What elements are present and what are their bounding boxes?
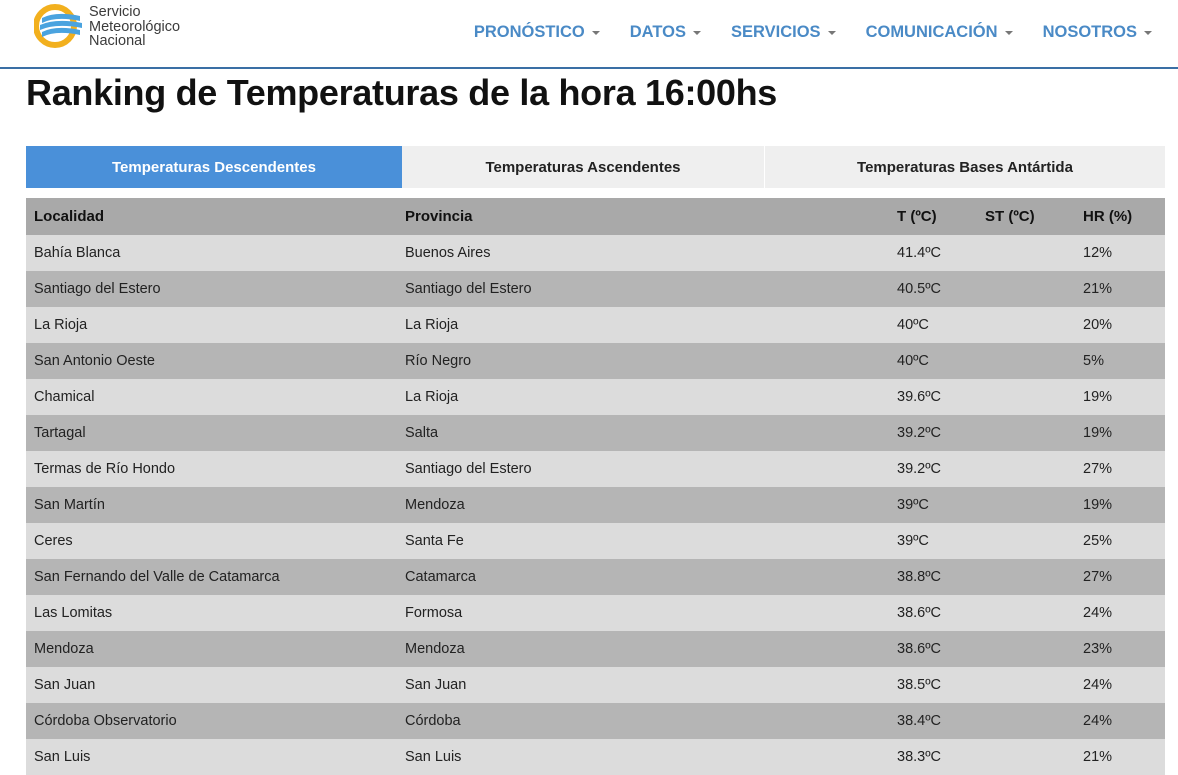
cell-provincia: La Rioja [397,307,889,343]
chevron-down-icon [1005,31,1013,35]
ranking-table [26,198,1165,775]
cell-localidad: La Rioja [26,307,397,343]
nav-datos[interactable] [630,20,701,44]
cell-humedad: 20% [1075,307,1165,343]
cell-localidad: San Martín [26,487,397,523]
cell-localidad: Bahía Blanca [26,235,397,271]
cell-localidad: Termas de Río Hondo [26,451,397,487]
chevron-down-icon [592,31,600,35]
nav-label: PRONÓSTICO [473,22,585,41]
chevron-down-icon [1144,31,1152,35]
main-nav [444,20,1152,44]
table-row [26,451,1165,487]
table-row [26,235,1165,271]
cell-provincia: San Luis [397,739,889,775]
cell-temperatura: 40ºC [889,343,977,379]
cell-temperatura: 38.3ºC [889,739,977,775]
nav-servicios[interactable] [731,20,836,44]
cell-temperatura: 39.2ºC [889,451,977,487]
table-row [26,595,1165,631]
cell-sensacion-termica [977,595,1075,631]
cell-sensacion-termica [977,559,1075,595]
tab-temperaturas-descendentes[interactable]: Temperaturas Descendentes [26,146,402,188]
cell-temperatura: 39.6ºC [889,379,977,415]
column-header-provincia: Provincia [397,198,889,235]
cell-temperatura: 39ºC [889,487,977,523]
table-row [26,739,1165,775]
cell-provincia: San Juan [397,667,889,703]
tab-temperaturas-antartida[interactable]: Temperaturas Bases Antártida [765,146,1165,188]
cell-sensacion-termica [977,307,1075,343]
table-header-row [26,198,1165,235]
column-header-temperatura: T (ºC) [889,198,977,235]
cell-humedad: 24% [1075,595,1165,631]
cell-humedad: 27% [1075,451,1165,487]
cell-temperatura: 39.2ºC [889,415,977,451]
cell-humedad: 21% [1075,271,1165,307]
cell-humedad: 19% [1075,487,1165,523]
smn-logo-icon [34,3,84,49]
cell-sensacion-termica [977,523,1075,559]
cell-provincia: Salta [397,415,889,451]
cell-provincia: Buenos Aires [397,235,889,271]
cell-sensacion-termica [977,667,1075,703]
cell-localidad: Tartagal [26,415,397,451]
tab-temperaturas-ascendentes[interactable]: Temperaturas Ascendentes [402,146,765,188]
page-title: Ranking de Temperaturas de la hora 16:00hs [26,72,777,113]
cell-localidad: Las Lomitas [26,595,397,631]
table-row [26,271,1165,307]
cell-sensacion-termica [977,415,1075,451]
cell-humedad: 25% [1075,523,1165,559]
cell-provincia: Córdoba [397,703,889,739]
cell-provincia: Mendoza [397,487,889,523]
cell-sensacion-termica [977,487,1075,523]
cell-sensacion-termica [977,271,1075,307]
cell-localidad: San Fernando del Valle de Catamarca [26,559,397,595]
ranking-tabs [26,146,1165,188]
cell-sensacion-termica [977,451,1075,487]
cell-sensacion-termica [977,235,1075,271]
cell-provincia: La Rioja [397,379,889,415]
cell-provincia: Santiago del Estero [397,451,889,487]
nav-comunicacion[interactable] [866,20,1013,44]
table-row [26,307,1165,343]
cell-temperatura: 38.4ºC [889,703,977,739]
chevron-down-icon [693,31,701,35]
cell-provincia: Santiago del Estero [397,271,889,307]
cell-sensacion-termica [977,739,1075,775]
logo-line: Nacional [89,33,146,49]
table-row [26,703,1165,739]
cell-sensacion-termica [977,379,1075,415]
cell-temperatura: 38.6ºC [889,595,977,631]
table-row [26,667,1165,703]
site-header [0,0,1178,69]
table-row [26,343,1165,379]
cell-localidad: Chamical [26,379,397,415]
cell-provincia: Río Negro [397,343,889,379]
cell-localidad: Ceres [26,523,397,559]
cell-localidad: Mendoza [26,631,397,667]
column-header-sensacion-termica: ST (ºC) [977,198,1075,235]
logo-text [89,5,180,49]
cell-humedad: 27% [1075,559,1165,595]
cell-humedad: 21% [1075,739,1165,775]
table-row [26,379,1165,415]
table-row [26,523,1165,559]
nav-pronostico[interactable] [474,20,600,44]
cell-provincia: Formosa [397,595,889,631]
table-row [26,487,1165,523]
cell-temperatura: 38.8ºC [889,559,977,595]
cell-humedad: 19% [1075,379,1165,415]
cell-humedad: 24% [1075,703,1165,739]
cell-provincia: Mendoza [397,631,889,667]
cell-localidad: San Luis [26,739,397,775]
table-row [26,415,1165,451]
cell-temperatura: 38.6ºC [889,631,977,667]
cell-humedad: 5% [1075,343,1165,379]
table-row [26,559,1165,595]
table-body [26,235,1165,775]
logo-line: Meteorológico [89,18,181,35]
chevron-down-icon [828,31,836,35]
smn-logo[interactable] [34,3,234,51]
nav-nosotros[interactable] [1043,20,1152,44]
cell-temperatura: 41.4ºC [889,235,977,271]
cell-provincia: Catamarca [397,559,889,595]
nav-label: COMUNICACIÓN [865,22,998,41]
cell-sensacion-termica [977,631,1075,667]
nav-label: DATOS [629,22,686,41]
cell-temperatura: 38.5ºC [889,667,977,703]
column-header-humedad: HR (%) [1075,198,1165,235]
logo-line: Servicio [89,4,141,20]
cell-provincia: Santa Fe [397,523,889,559]
cell-humedad: 23% [1075,631,1165,667]
cell-temperatura: 40ºC [889,307,977,343]
cell-localidad: San Juan [26,667,397,703]
cell-localidad: Córdoba Observatorio [26,703,397,739]
cell-sensacion-termica [977,703,1075,739]
cell-humedad: 19% [1075,415,1165,451]
cell-temperatura: 39ºC [889,523,977,559]
cell-humedad: 12% [1075,235,1165,271]
cell-temperatura: 40.5ºC [889,271,977,307]
cell-localidad: Santiago del Estero [26,271,397,307]
table-row [26,631,1165,667]
column-header-localidad: Localidad [26,198,397,235]
nav-label: SERVICIOS [731,22,821,41]
nav-label: NOSOTROS [1042,22,1137,41]
cell-humedad: 24% [1075,667,1165,703]
cell-sensacion-termica [977,343,1075,379]
cell-localidad: San Antonio Oeste [26,343,397,379]
